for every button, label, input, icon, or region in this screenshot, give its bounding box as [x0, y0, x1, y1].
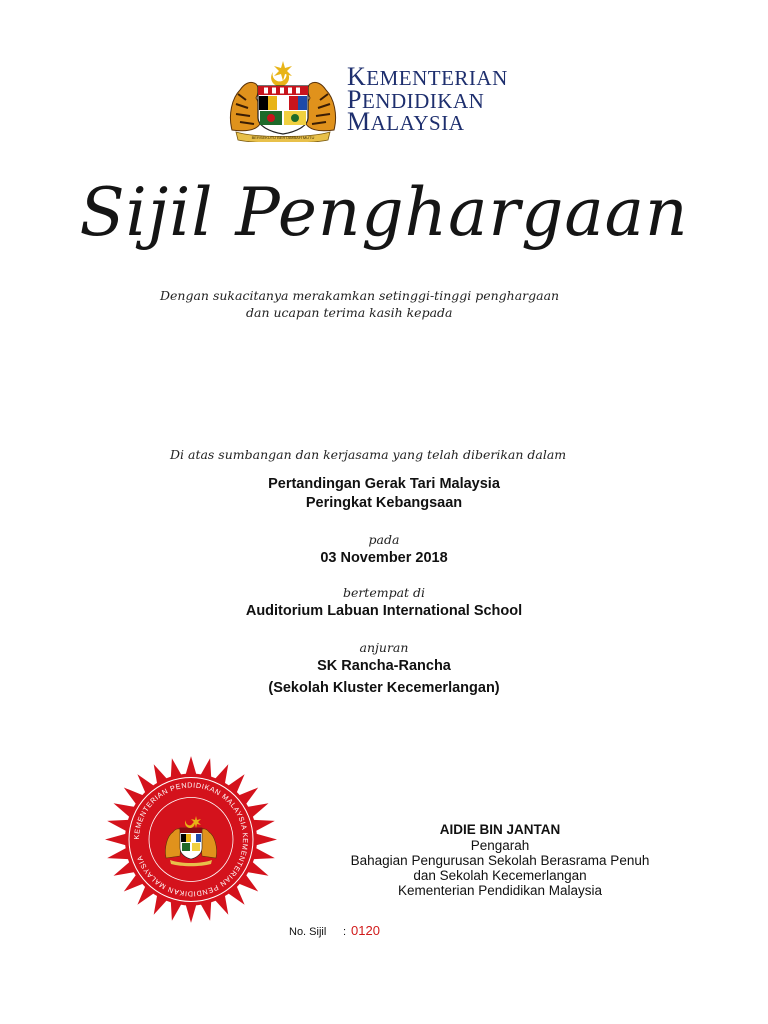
signatory-position: Pengarah	[470, 838, 530, 853]
event-venue: Auditorium Labuan International School	[245, 603, 523, 619]
ministry-name-line-1	[347, 62, 508, 91]
ministry-line-3-initial: M	[347, 107, 371, 136]
certificate-number-value: 0120	[351, 923, 380, 938]
organizer-label: anjuran	[359, 640, 409, 655]
certificate-title: Sijil Penghargaan	[79, 174, 689, 251]
certificate-number-colon: :	[343, 926, 347, 938]
organizer-line-1: SK Rancha-Rancha	[317, 658, 451, 674]
crest-motto: BERSEKUTU BERTAMBAH MUTU	[251, 135, 315, 140]
seal-ring-text: KEMENTERIAN PENDIDIKAN MALAYSIA KEMENTERIAN PENDIDIKAN MALAYSIA	[131, 780, 251, 899]
ministry-line-1-rest: EMENTERIAN	[366, 66, 508, 90]
malaysia-coat-of-arms-icon	[226, 60, 340, 142]
ministry-line-2-initial: P	[347, 85, 362, 114]
ministry-line-2-rest: ENDIDIKAN	[361, 89, 485, 113]
organizer-line-2: (Sekolah Kluster Kecemerlangan)	[268, 680, 500, 696]
date-label: pada	[368, 532, 400, 547]
event-name-line-1: Pertandingan Gerak Tari Malaysia	[268, 476, 500, 492]
event-name-line-2: Peringkat Kebangsaan	[305, 495, 463, 511]
venue-label: bertempat di	[342, 585, 426, 600]
contribution-line: Di atas sumbangan dan kerjasama yang telah diberikan dalam	[170, 447, 567, 462]
intro-line-2: dan ucapan terima kasih kepada	[246, 305, 453, 320]
event-date: 03 November 2018	[320, 550, 448, 566]
signatory-dept-line-3: Kementerian Pendidikan Malaysia	[397, 883, 603, 898]
signatory-name: AIDIE BIN JANTAN	[439, 822, 561, 837]
ministry-red-seal-icon	[96, 752, 286, 927]
signatory-dept-line-2: dan Sekolah Kecemerlangan	[413, 868, 587, 883]
certificate-number-label: No. Sijil	[289, 926, 327, 938]
intro-line-1: Dengan sukacitanya merakamkan setinggi-tinggi penghargaan	[160, 288, 560, 303]
ministry-name-line-3	[347, 107, 465, 136]
ministry-line-1-initial: K	[347, 62, 367, 91]
signatory-dept-line-1: Bahagian Pengurusan Sekolah Berasrama Penuh	[350, 853, 650, 868]
ministry-line-3-rest: ALAYSIA	[370, 111, 465, 135]
